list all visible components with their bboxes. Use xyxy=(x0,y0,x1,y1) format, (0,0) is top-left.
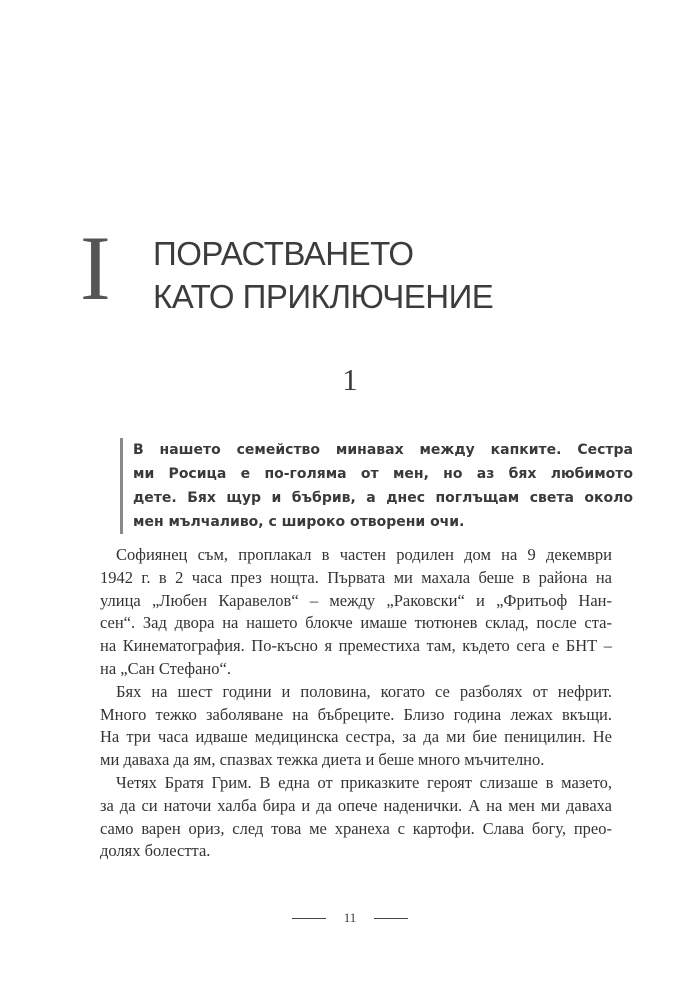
body-text xyxy=(100,544,612,863)
body-line: Много тежко заболяване на бъбреците. Близо година лежах вкъщи. xyxy=(100,704,612,724)
chapter-title-line: ПОРАСТВАНЕТО xyxy=(153,235,414,272)
body-line: Софиянец съм, проплакал в частен родилен дом на 9 декември xyxy=(116,545,612,564)
footer-rule-right xyxy=(374,918,408,919)
body-line: На три часа идваше медицинска сестра, за да ми бие пеницилин. Не xyxy=(100,727,612,747)
epigraph-line: В нашето семейство минавах между капките. Сестра xyxy=(133,442,633,458)
body-line: улица „Любен Каравелов“ – между „Раковски“ и „Фритьоф Нан- xyxy=(100,590,612,610)
epigraph-line: дете. Бях щур и бъбрив, а днес поглъщам света около xyxy=(133,490,633,506)
chapter-title-line: КАТО ПРИКЛЮЧЕНИЕ xyxy=(153,278,494,315)
body-line: 1942 г. в 2 часа през нощта. Първата ми махала беше в района на xyxy=(100,567,612,587)
section-number: 1 xyxy=(342,362,358,397)
body-line: за да си наточи халба бира и да опече наденички. А на мен ми даваха xyxy=(100,795,612,815)
chapter-title xyxy=(153,232,493,318)
body-line: само варен ориз, след това ме хранеха с картофи. Слава богу, прео- xyxy=(100,818,612,838)
epigraph-line: ми Росица е по-голяма от мен, но аз бях любимото xyxy=(133,466,633,482)
body-line: Четях Братя Грим. В една от приказките героят слизаше в мазето, xyxy=(116,772,612,792)
body-line: ми даваха да ям, спазвах тежка диета и беше много мъчително. xyxy=(100,750,545,770)
page-number: 11 xyxy=(343,910,357,925)
chapter-numeral: I xyxy=(80,217,111,319)
page-footer xyxy=(0,910,700,926)
footer-rule-left xyxy=(292,918,326,919)
body-line: долях болестта. xyxy=(100,841,211,861)
epigraph xyxy=(120,438,633,534)
body-line: на „Сан Стефано“. xyxy=(100,658,231,678)
body-line: на Кинематография. По-късно я преместиха там, където сега е БНТ – xyxy=(100,636,612,656)
epigraph-line: мен мълчаливо, с широко отворени очи. xyxy=(133,514,465,530)
body-line: Бях на шест години и половина, когато се разболях от нефрит. xyxy=(116,681,612,701)
body-line: сен“. Зад двора на нашето блокче имаше тютюнев склад, после ста- xyxy=(100,613,612,633)
